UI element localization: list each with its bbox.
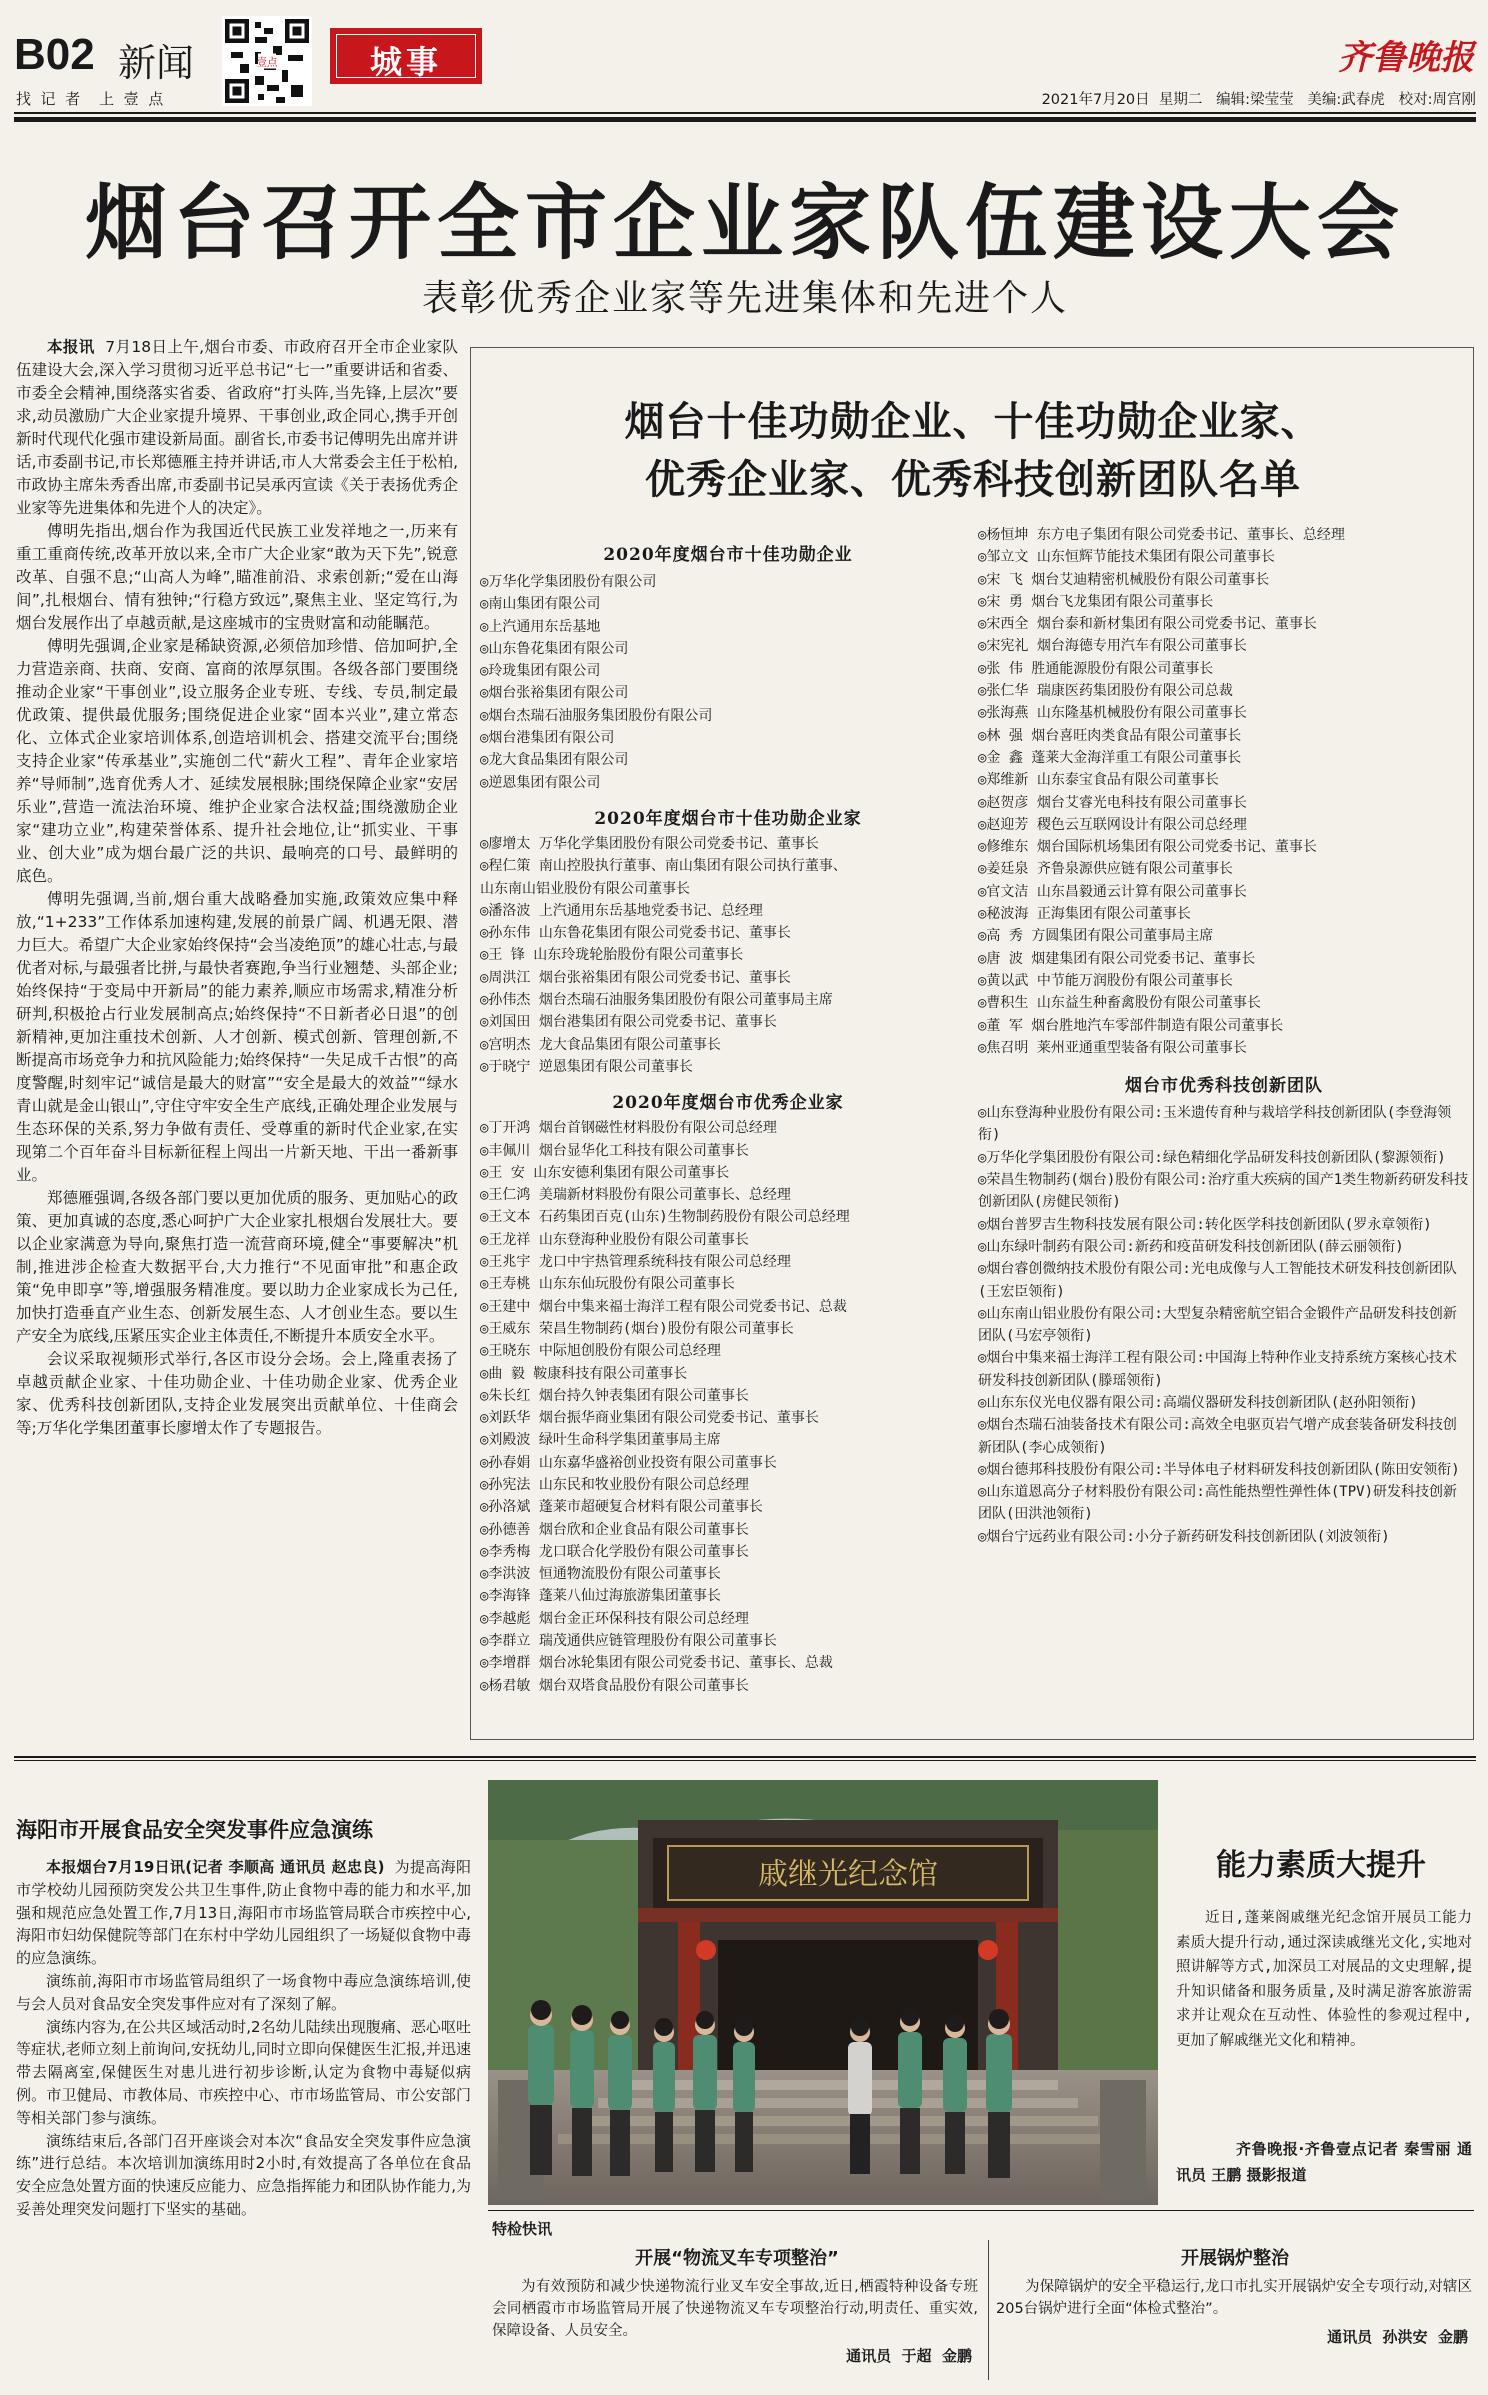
section-title-excellent: 2020年度烟台市优秀企业家 [612,1093,844,1114]
honor-column-left [480,540,976,1730]
article-paragraph: 7月18日上午,烟台市委、市政府召开全市企业家队伍建设大会,深入学习贯彻习近平总书记“七一”重要讲话和省委、市委全会精神,围绕落实省委、省政府“打头阵,当先锋,上层次”要求,动员激励广大企业家提升境界、干事创业,政企同心,携手开创新时代现代化强市建设新局面。副省长,市委书记傅明先出席并讲话,市委副书记,市长郑德雁主持并讲话,市人大常委会主任于松柏,市政协主席朱秀香出席,市委副书记吴承丙宣读《关于表扬优秀企业家等先进集体和先进个人的决定》。 [16,338,458,517]
list-item: ◎逆恩集团有限公司 [480,774,601,791]
list-item: ◎烟台中集来福士海洋工程有限公司:中国海上特种作业支持系统方案核心技术研发科技创新团队(滕瑶领衔) [978,1350,1457,1389]
masthead [0,0,1488,135]
list-item: ◎宫明杰 龙大食品集团有限公司董事长 [480,1036,721,1053]
drill-article [16,1856,471,2376]
list-item: ◎王建中 烟台中集来福士海洋工程有限公司党委书记、总裁 [480,1298,847,1315]
memorial-hall-photo [488,1780,1158,2205]
list-item: ◎王龙祥 山东登海种业股份有限公司董事长 [480,1231,749,1248]
list-item: ◎朱长红 烟台持久钟表集团有限公司董事长 [480,1387,749,1404]
list-item: ◎烟台宁远药业有限公司:小分子新药研发科技创新团队(刘波领衔) [978,1528,1390,1545]
drill-paragraph: 演练内容为,在公共区域活动时,2名幼儿陆续出现腹痛、恶心呕吐等症状,老师立刻上前询问,安抚幼儿,同时立即向保健医生汇报,并迅速带去隔离室,保健医生对患儿进行初步诊断,认定为食物中毒疑似病例。市卫健局、市教体局、市疾控中心、市市场监管局、市公安部门等相关部门参与演练。 [16,2017,471,2127]
list-item: ◎杨君敏 烟台双塔食品股份有限公司董事长 [480,1677,749,1694]
honor-column-right [978,524,1470,1734]
qr-code-icon[interactable] [222,16,312,106]
list-item: ◎张 伟 胜通能源股份有限公司董事长 [978,660,1214,677]
list-item: ◎廖增太 万华化学集团股份有限公司党委书记、董事长 [480,835,819,852]
list-item: ◎宋宪礼 烟台海德专用汽车有限公司董事长 [978,638,1247,655]
list-item: ◎高 秀 方圆集团有限公司董事局主席 [978,928,1214,945]
subheadline: 表彰优秀企业家等先进集体和先进个人 [421,278,1068,319]
list-item: ◎宋 飞 烟台艾迪精密机械股份有限公司董事长 [978,571,1270,588]
list-item: ◎赵贺彦 烟台艾睿光电科技有限公司董事长 [978,794,1247,811]
list-item: ◎荣昌生物制药(烟台)股份有限公司:治疗重大疾病的国产1类生物新药研发科技创新团队(房健民领衔) [978,1172,1469,1211]
list-item: ◎烟台睿创微纳技术股份有限公司:光电成像与人工智能技术研发科技创新团队(王宏臣领衔) [978,1261,1457,1300]
article-paragraph: 傅明先强调,当前,烟台重大战略叠加实施,政策效应集中释放,“1+233”工作体系加速构建,发展的前景广阔、机遇无限、潜力巨大。希望广大企业家始终保持“会当凌绝顶”的雄心壮志,与最优者对标,与最强者比拼,与最快者赛跑,争当行业翘楚、头部企业;始终保持“于变局中开新局”的能力素养,顺应市场需求,精准分析研判,积极抢占行业发展制高点;始终保持“不日新者必日退”的创新精神,更加注重技术创新、人才创新、模式创新、管理创新,不断提高市场竞争力和抗风险能力;始终保持“一失足成千古恨”的高度警醒,时刻牢记“诚信是最大的财富”“安全是最大的效益”“绿水青山就是金山银山”,守住守牢安全生产底线,正确处理企业发展与生态环保的关系,努力争做有责任、受尊重的新时代企业家,在实现第二个百年奋斗目标新征程上闯出一片新天地、干出一番新事业。 [16,890,458,1184]
list-item: ◎黄以武 中节能万润股份有限公司董事长 [978,972,1233,989]
list-item: ◎于晓宁 逆恩集团有限公司董事长 [480,1058,693,1075]
page-number: B02 [14,30,95,79]
list-item: ◎上汽通用东岳基地 [480,618,601,635]
list-item: ◎张仁华 瑞康医药集团股份有限公司总裁 [978,683,1233,700]
list-item: ◎王仁鸿 美瑞新材料股份有限公司董事长、总经理 [480,1187,791,1204]
list-item: ◎孙洛斌 蓬莱市超硬复合材料有限公司董事长 [480,1499,763,1516]
list-item: ◎刘殿波 绿叶生命科学集团董事局主席 [480,1432,721,1449]
list-item: ◎万华化学集团股份有限公司 [480,574,657,590]
list-item: ◎山东鲁花集团有限公司 [480,640,629,657]
article-paragraph: 傅明先强调,企业家是稀缺资源,必须倍加珍惜、倍加呵护,全力营造亲商、扶商、安商、富商的浓厚氛围。各级各部门要围绕推动企业家“干事创业”,设立服务企业专班、专线、专员,制定最优政策、提供最优服务;围绕促进企业家“固本兴业”,建立常态化、立体式企业家培训体系,创造培训机会、搭建交流平台;围绕支持企业家“传承基业”,实施创二代“薪火工程”、青年企业家培养“导师制”,选育优秀人才、延续发展根脉;围绕保障企业家“安居乐业”,营造一流法治环境、维护企业家合法权益;围绕激励企业家“建功立业”,构建荣誉体系、提升社会地位,让“抓实业、干事业、创大业”成为烟台最广泛的共识、最响亮的口号、最鲜明的底色。 [16,637,458,885]
list-item: ◎孙春娟 山东嘉华盛裕创业投资有限公司董事长 [480,1454,777,1471]
list-entrepreneurs [480,833,976,1078]
list-item: ◎王 安 山东安德利集团有限公司董事长 [480,1164,730,1181]
list-item: ◎程仁策 南山控股执行董事、南山集团有限公司执行董事、 [480,858,847,875]
list-item: ◎孙伟杰 烟台杰瑞石油服务集团股份有限公司董事局主席 [480,992,833,1009]
list-item: ◎山东东仪光电仪器有限公司:高端仪器研发科技创新团队(赵孙阳领衔) [978,1394,1418,1411]
list-item: ◎刘国田 烟台港集团有限公司党委书记、董事长 [480,1014,777,1031]
list-excellent-a [480,1117,976,1697]
list-item: ◎山东道恩高分子材料股份有限公司:高性能热塑性弹性体(TPV)研发科技创新团队(田洪池领衔) [978,1484,1457,1523]
ability-byline: 齐鲁晚报·齐鲁壹点记者 秦雪丽 通讯员 王鹏 摄影报道 [1176,2140,1472,2184]
list-item: ◎王晓东 中际旭创股份有限公司总经理 [480,1343,721,1360]
list-item: ◎烟台张裕集团有限公司 [480,685,629,702]
list-item: ◎烟台德邦科技股份有限公司:半导体电子材料研发科技创新团队(陈田安领衔) [978,1461,1460,1478]
section-title-teams: 烟台市优秀科技创新团队 [1125,1076,1323,1097]
list-item: ◎烟台普罗吉生物科技发展有限公司:转化医学科技创新团队(罗永章领衔) [978,1216,1432,1233]
list-excellent-b [978,524,1470,1059]
list-item: ◎宋西全 烟台泰和新材集团有限公司党委书记、董事长 [978,616,1317,633]
list-item: ◎邹立文 山东恒辉节能技术集团有限公司董事长 [978,549,1275,566]
list-item: ◎李洪波 恒通物流股份有限公司董事长 [480,1566,721,1583]
honor-title-line-2: 优秀企业家、优秀科技创新团队名单 [645,457,1301,503]
list-item: ◎李海锋 蓬莱八仙过海旅游集团董事长 [480,1588,721,1605]
article-paragraph: 会议采取视频形式举行,各区市设分会场。会上,隆重表扬了卓越贡献企业家、十佳功勋企业、十佳功勋企业家、优秀企业家、优秀科技创新团队,支持企业发展突出贡献单位、十佳商会等;万华化学集团董事长廖增太作了专题报告。 [16,1350,458,1437]
list-item: ◎烟台杰瑞石油服务集团股份有限公司 [480,707,713,724]
quick-news-label: 特检快讯 [492,2220,553,2238]
list-item: ◎曹积生 山东益生种畜禽股份有限公司董事长 [978,995,1261,1012]
list-item: ◎杨恒坤 东方电子集团有限公司党委书记、董事长、总经理 [978,527,1345,543]
list-item: ◎万华化学集团股份有限公司:绿色精细化学品研发科技创新团队(黎源领衔) [978,1149,1446,1166]
article-paragraph: 傅明先指出,烟台作为我国近代民族工业发祥地之一,历来有重工重商传统,改革开放以来,全市广大企业家“敢为天下先”,锐意改革、自强不息;“山高人为峰”,瞄准前沿、求索创新;“爱在山海间”,扎根烟台、情有独钟;“行稳方致远”,聚焦主业、坚定笃行,为烟台发展作出了卓越贡献,是这座城市的宝贵财富和动能瞩范。 [16,522,458,632]
list-teams [978,1102,1470,1548]
list-item: ◎秘波海 正海集团有限公司董事长 [978,906,1191,923]
list-item: ◎赵迎芳 稷色云互联网设计有限公司总经理 [978,816,1247,833]
list-item: ◎官文洁 山东昌毅通云计算有限公司董事长 [978,883,1247,900]
list-item: ◎山东南山铝业股份有限公司:大型复杂精密航空铝合金锻件产品研发科技创新团队(马宏亭领衔) [978,1305,1457,1345]
list-item: ◎王威东 荣昌生物制药(烟台)股份有限公司董事长 [480,1320,794,1337]
list-item: ◎曲 毅 鞍康科技有限公司董事长 [480,1365,688,1382]
list-item: ◎孙德善 烟台欣和企业食品有限公司董事长 [480,1521,749,1538]
list-item: ◎李越彪 烟台金正环保科技有限公司总经理 [480,1610,749,1627]
list-item: ◎周洪江 烟台张裕集团有限公司党委书记、董事长 [480,969,791,986]
list-item: ◎山东绿叶制药有限公司:新药和疫苗研发科技创新团队(薛云丽领衔) [978,1238,1404,1255]
list-item: ◎林 强 烟台喜旺肉类食品有限公司董事长 [978,727,1242,744]
newspaper-logo: 齐鲁晚报 [1338,38,1474,78]
list-item: ◎姜廷泉 齐鲁泉源供应链有限公司董事长 [978,861,1233,878]
svg-text:壹点: 壹点 [256,56,278,69]
main-article [16,336,458,1734]
list-item: ◎孙东伟 山东鲁花集团有限公司党委书记、董事长 [480,925,791,942]
column-tag-label: 城事 [369,43,442,81]
drill-article-title: 海阳市开展食品安全突发事件应急演练 [16,1818,373,1842]
list-item: ◎王文本 石药集团百克(山东)生物制药股份有限公司总经理 [480,1209,850,1226]
list-item: 山东南山铝业股份有限公司董事长 [480,880,690,897]
list-item: ◎王兆宇 龙口中宇热管理系统科技有限公司总经理 [480,1254,791,1271]
ability-article-title: 能力素质大提升 [1216,1848,1426,1883]
drill-paragraph: 演练前,海阳市市场监管局组织了一场食物中毒应急演练培训,使与会人员对食品安全突发事件应对有了深刻了解。 [16,1971,471,2013]
article-lead: 本报讯 [47,338,95,356]
quick-news-item-byline: 通讯员 于超 金鹏 [846,2347,972,2365]
date-line: 2021年7月20日 星期二 编辑:梁莹莹 美编:武春虎 校对:周宫刚 [1041,92,1476,108]
list-item: ◎丁开鸿 烟台首钢磁性材料股份有限公司总经理 [480,1120,777,1137]
list-item: ◎刘跃华 烟台振华商业集团有限公司党委书记、董事长 [480,1410,819,1427]
section-name: 新闻 [118,41,195,85]
masthead-sub: 找 记 者 上 壹 点 [16,90,164,108]
list-item: ◎山东登海种业股份有限公司:玉米遗传育种与栽培学科技创新团队(李登海领衔) [978,1105,1452,1144]
list-item: ◎唐 波 烟建集团有限公司党委书记、董事长 [978,950,1256,967]
quick-news-item-title: 开展“物流叉车专项整治” [635,2248,839,2269]
list-item: ◎李秀梅 龙口联合化学股份有限公司董事长 [480,1543,749,1560]
section-title-companies: 2020年度烟台市十佳功勋企业 [603,545,853,565]
list-item: ◎烟台杰瑞石油装备技术有限公司:高效全电驱页岩气增产成套装备研发科技创新团队(李心成领衔) [978,1417,1457,1456]
list-item: ◎焦召明 莱州亚通重型装备有限公司董事长 [978,1039,1247,1056]
quick-news-item-text: 为有效预防和减少快递物流行业叉车安全事故,近日,栖霞特种设备专班会同栖霞市市场监管局开展了快递物流叉车专项整治行动,明责任、重实效,保障设备、人员安全。 [492,2279,978,2339]
column-tag [330,28,482,84]
ability-article-text: 近日,蓬莱阁戚继光纪念馆开展员工能力素质大提升行动,通过深读戚继光文化,实地对照讲解等方式,加深员工对展品的文史理解,提升知识储备和服务质量,及时满足游客旅游需求并让观众在互动性、体验性的参观过程中,更加了解戚继光文化和精神。 [1176,1910,1472,2049]
list-item: ◎南山集团有限公司 [480,596,601,613]
drill-paragraph: 演练结束后,各部门召开座谈会对本次“食品安全突发事件应急演练”进行总结。本次培训加演练用时2小时,有效提高了各单位在食品安全应急处置方面的快速反应能力、应急指挥能力和团队协作能力,为妥善处理突发问题打下坚实的基础。 [16,2131,471,2218]
list-item: ◎王 锋 山东玲珑轮胎股份有限公司董事长 [480,947,744,964]
section-title-entrepreneurs: 2020年度烟台市十佳功勋企业家 [594,808,862,829]
list-item: ◎张海燕 山东隆基机械股份有限公司董事长 [978,705,1247,722]
list-item: ◎郑维新 山东泰宝食品有限公司董事长 [978,772,1219,789]
quick-news-item-text: 为保障锅炉的安全平稳运行,龙口市扎实开展锅炉安全专项行动,对辖区205台锅炉进行全面“体检式整治”。 [996,2279,1472,2317]
list-item: ◎烟台港集团有限公司 [480,730,615,747]
list-item: ◎金 鑫 蓬莱大金海洋重工有限公司董事长 [978,749,1242,766]
list-item: ◎龙大食品集团有限公司 [480,752,629,769]
list-item: ◎修维东 烟台国际机场集团有限公司党委书记、董事长 [978,839,1317,856]
article-paragraph: 郑德雁强调,各级各部门要以更加优质的服务、更加贴心的政策、更加真诚的态度,悉心呵护广大企业家扎根烟台发展壮大。要以企业家满意为导向,聚焦打造一流营商环境,健全“事要解决”机制,推进涉企检查大数据平台,大力推行“不见面审批”和惠企政策“免申即享”等,增强服务精准度。要以助力企业家成长为己任,加快打造垂直产业生态、创新发展生态、人才创业生态。要以生产安全为底线,压紧压实企业主体责任,不断提升本质安全水平。 [16,1189,458,1345]
list-item: ◎董 军 烟台胜地汽车零部件制造有限公司董事长 [978,1017,1284,1034]
list-item: ◎玲珑集团有限公司 [480,663,601,680]
list-item: ◎宋 勇 烟台飞龙集团有限公司董事长 [978,593,1214,610]
list-item: ◎丰佩川 烟台显华化工科技有限公司董事长 [480,1142,749,1159]
sign-text: 戚继光纪念馆 [758,1857,938,1892]
quick-news-item-title: 开展锅炉整治 [1181,2248,1289,2269]
list-item: ◎李群立 瑞茂通供应链管理股份有限公司董事长 [480,1633,777,1650]
honor-title-line-1: 烟台十佳功勋企业、十佳功勋企业家、 [624,399,1322,445]
drill-byline: 本报烟台7月19日讯(记者 李顺高 通讯员 赵忠良) [46,1858,385,1876]
headline: 烟台召开全市企业家队伍建设大会 [84,176,1405,271]
list-item: ◎王寿桃 山东东仙玩股份有限公司董事长 [480,1276,735,1293]
quick-news-item-byline: 通讯员 孙洪安 金鹏 [1327,2328,1468,2346]
list-item: ◎孙宪法 山东民和牧业股份有限公司总经理 [480,1476,749,1493]
drill-paragraph: 为提高海阳市学校幼儿园预防突发公共卫生事件,防止食物中毒的能力和水平,加强和规范应急处置工作,7月13日,海阳市市场监管局联合市疾控中心,海阳市妇幼保健院等部门在东村中学幼儿园组织了一场疑似食物中毒的应急演练。 [16,1858,471,1968]
list-item: ◎李增群 烟台冰轮集团有限公司党委书记、董事长、总裁 [480,1655,833,1672]
list-companies [480,571,976,794]
list-item: ◎潘洛波 上汽通用东岳基地党委书记、总经理 [480,902,763,919]
